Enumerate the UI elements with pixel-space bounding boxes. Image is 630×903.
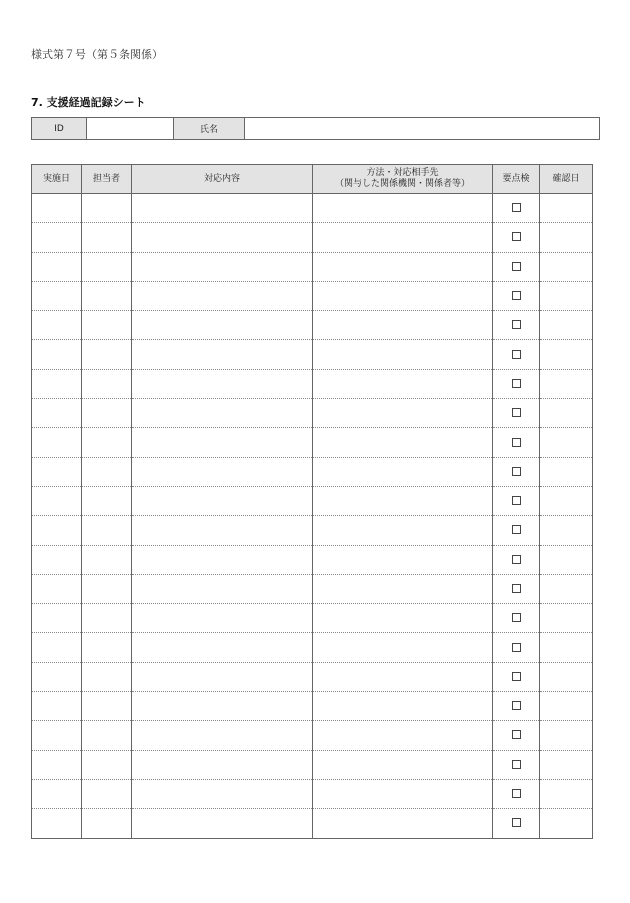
cell-staff[interactable]	[82, 633, 132, 662]
cell-content[interactable]	[132, 574, 313, 603]
cell-confirm-date[interactable]	[540, 662, 593, 691]
cell-confirm-date[interactable]	[540, 692, 593, 721]
cell-method[interactable]	[313, 340, 493, 369]
cell-method[interactable]	[313, 779, 493, 808]
cell-content[interactable]	[132, 545, 313, 574]
table-row	[32, 721, 593, 750]
cell-needs-check	[493, 545, 540, 574]
id-name-row	[32, 118, 600, 140]
cell-staff[interactable]	[82, 721, 132, 750]
cell-needs-check	[493, 574, 540, 603]
cell-date[interactable]	[32, 428, 82, 457]
column-header-staff: 担当者	[82, 165, 132, 194]
cell-content[interactable]	[132, 604, 313, 633]
cell-date[interactable]	[32, 311, 82, 340]
table-row	[32, 516, 593, 545]
cell-method[interactable]	[313, 457, 493, 486]
name-label: 氏名	[174, 118, 245, 140]
cell-content[interactable]	[132, 369, 313, 398]
cell-date[interactable]	[32, 340, 82, 369]
cell-date[interactable]	[32, 692, 82, 721]
page-title: 7. 支援経過記録シート	[31, 96, 146, 109]
cell-date[interactable]	[32, 721, 82, 750]
table-row	[32, 428, 593, 457]
cell-needs-check	[493, 223, 540, 252]
cell-confirm-date[interactable]	[540, 428, 593, 457]
cell-needs-check	[493, 281, 540, 310]
cell-confirm-date[interactable]	[540, 721, 593, 750]
needs-check-checkbox[interactable]	[512, 760, 521, 769]
table-row	[32, 223, 593, 252]
cell-date[interactable]	[32, 574, 82, 603]
cell-staff[interactable]	[82, 809, 132, 838]
needs-check-checkbox[interactable]	[512, 379, 521, 388]
column-header-date: 実施日	[32, 165, 82, 194]
cell-staff[interactable]	[82, 252, 132, 281]
cell-date[interactable]	[32, 399, 82, 428]
cell-date[interactable]	[32, 633, 82, 662]
cell-content[interactable]	[132, 281, 313, 310]
cell-staff[interactable]	[82, 223, 132, 252]
cell-staff[interactable]	[82, 545, 132, 574]
cell-method[interactable]	[313, 662, 493, 691]
cell-content[interactable]	[132, 252, 313, 281]
cell-staff[interactable]	[82, 281, 132, 310]
cell-content[interactable]	[132, 457, 313, 486]
cell-date[interactable]	[32, 457, 82, 486]
cell-date[interactable]	[32, 252, 82, 281]
name-field[interactable]	[245, 118, 600, 140]
cell-date[interactable]	[32, 223, 82, 252]
cell-method[interactable]	[313, 194, 493, 223]
cell-confirm-date[interactable]	[540, 399, 593, 428]
cell-content[interactable]	[132, 486, 313, 515]
cell-staff[interactable]	[82, 311, 132, 340]
cell-staff[interactable]	[82, 662, 132, 691]
needs-check-checkbox[interactable]	[512, 467, 521, 476]
cell-needs-check	[493, 486, 540, 515]
cell-confirm-date[interactable]	[540, 604, 593, 633]
cell-date[interactable]	[32, 486, 82, 515]
cell-date[interactable]	[32, 545, 82, 574]
needs-check-checkbox[interactable]	[512, 438, 521, 447]
cell-staff[interactable]	[82, 574, 132, 603]
id-field[interactable]	[87, 118, 174, 140]
column-header-method-line1: 方法・対応相手先	[366, 168, 439, 178]
table-row	[32, 486, 593, 515]
cell-content[interactable]	[132, 662, 313, 691]
cell-staff[interactable]	[82, 340, 132, 369]
cell-confirm-date[interactable]	[540, 369, 593, 398]
needs-check-checkbox[interactable]	[512, 613, 521, 622]
cell-method[interactable]	[313, 574, 493, 603]
column-header-needs-check: 要点検	[493, 165, 540, 194]
cell-staff[interactable]	[82, 516, 132, 545]
table-row	[32, 340, 593, 369]
cell-staff[interactable]	[82, 692, 132, 721]
cell-content[interactable]	[132, 721, 313, 750]
cell-content[interactable]	[132, 750, 313, 779]
needs-check-checkbox[interactable]	[512, 555, 521, 564]
cell-needs-check	[493, 750, 540, 779]
cell-confirm-date[interactable]	[540, 750, 593, 779]
cell-confirm-date[interactable]	[540, 281, 593, 310]
cell-date[interactable]	[32, 281, 82, 310]
table-body	[32, 194, 593, 839]
cell-confirm-date[interactable]	[540, 252, 593, 281]
cell-confirm-date[interactable]	[540, 516, 593, 545]
column-header-method	[313, 165, 493, 194]
needs-check-checkbox[interactable]	[512, 643, 521, 652]
cell-content[interactable]	[132, 399, 313, 428]
cell-method[interactable]	[313, 311, 493, 340]
needs-check-checkbox[interactable]	[512, 262, 521, 271]
table-row	[32, 809, 593, 838]
table-row	[32, 779, 593, 808]
table-row	[32, 252, 593, 281]
needs-check-checkbox[interactable]	[512, 203, 521, 212]
cell-method[interactable]	[313, 750, 493, 779]
cell-staff[interactable]	[82, 428, 132, 457]
table-row	[32, 281, 593, 310]
cell-needs-check	[493, 809, 540, 838]
column-header-content: 対応内容	[132, 165, 313, 194]
cell-needs-check	[493, 604, 540, 633]
cell-staff[interactable]	[82, 399, 132, 428]
cell-staff[interactable]	[82, 486, 132, 515]
cell-confirm-date[interactable]	[540, 340, 593, 369]
cell-method[interactable]	[313, 252, 493, 281]
cell-staff[interactable]	[82, 194, 132, 223]
cell-staff[interactable]	[82, 604, 132, 633]
cell-needs-check	[493, 399, 540, 428]
table-row	[32, 662, 593, 691]
cell-method[interactable]	[313, 516, 493, 545]
cell-method[interactable]	[313, 399, 493, 428]
table-row	[32, 750, 593, 779]
cell-method[interactable]	[313, 428, 493, 457]
cell-method[interactable]	[313, 223, 493, 252]
cell-confirm-date[interactable]	[540, 457, 593, 486]
needs-check-checkbox[interactable]	[512, 730, 521, 739]
cell-confirm-date[interactable]	[540, 486, 593, 515]
cell-confirm-date[interactable]	[540, 311, 593, 340]
table-row	[32, 399, 593, 428]
needs-check-checkbox[interactable]	[512, 232, 521, 241]
cell-content[interactable]	[132, 692, 313, 721]
cell-needs-check	[493, 369, 540, 398]
cell-method[interactable]	[313, 692, 493, 721]
needs-check-checkbox[interactable]	[512, 291, 521, 300]
cell-confirm-date[interactable]	[540, 809, 593, 838]
table-row	[32, 545, 593, 574]
cell-content[interactable]	[132, 516, 313, 545]
needs-check-checkbox[interactable]	[512, 525, 521, 534]
table-row	[32, 457, 593, 486]
cell-needs-check	[493, 457, 540, 486]
cell-confirm-date[interactable]	[540, 223, 593, 252]
cell-needs-check	[493, 516, 540, 545]
cell-confirm-date[interactable]	[540, 633, 593, 662]
cell-needs-check	[493, 633, 540, 662]
cell-method[interactable]	[313, 281, 493, 310]
cell-date[interactable]	[32, 369, 82, 398]
cell-needs-check	[493, 252, 540, 281]
needs-check-checkbox[interactable]	[512, 584, 521, 593]
cell-method[interactable]	[313, 809, 493, 838]
cell-confirm-date[interactable]	[540, 545, 593, 574]
cell-needs-check	[493, 194, 540, 223]
cell-staff[interactable]	[82, 750, 132, 779]
cell-method[interactable]	[313, 545, 493, 574]
cell-staff[interactable]	[82, 457, 132, 486]
needs-check-checkbox[interactable]	[512, 701, 521, 710]
cell-staff[interactable]	[82, 369, 132, 398]
needs-check-checkbox[interactable]	[512, 818, 521, 827]
support-record-table	[31, 164, 593, 839]
table-row	[32, 604, 593, 633]
cell-method[interactable]	[313, 486, 493, 515]
cell-confirm-date[interactable]	[540, 194, 593, 223]
cell-date[interactable]	[32, 809, 82, 838]
cell-staff[interactable]	[82, 779, 132, 808]
cell-content[interactable]	[132, 809, 313, 838]
table-header-row	[32, 165, 593, 194]
cell-needs-check	[493, 428, 540, 457]
cell-content[interactable]	[132, 340, 313, 369]
form-number: 様式第７号（第５条関係）	[31, 48, 163, 61]
cell-needs-check	[493, 779, 540, 808]
cell-date[interactable]	[32, 779, 82, 808]
table-row	[32, 633, 593, 662]
cell-confirm-date[interactable]	[540, 779, 593, 808]
table-row	[32, 369, 593, 398]
cell-content[interactable]	[132, 194, 313, 223]
cell-needs-check	[493, 721, 540, 750]
cell-content[interactable]	[132, 311, 313, 340]
cell-method[interactable]	[313, 369, 493, 398]
cell-needs-check	[493, 692, 540, 721]
cell-content[interactable]	[132, 428, 313, 457]
cell-needs-check	[493, 340, 540, 369]
table-row	[32, 311, 593, 340]
cell-content[interactable]	[132, 223, 313, 252]
cell-date[interactable]	[32, 750, 82, 779]
cell-method[interactable]	[313, 604, 493, 633]
id-label: ID	[32, 118, 87, 140]
cell-date[interactable]	[32, 662, 82, 691]
cell-confirm-date[interactable]	[540, 574, 593, 603]
cell-date[interactable]	[32, 194, 82, 223]
id-name-table	[31, 117, 600, 140]
cell-method[interactable]	[313, 721, 493, 750]
cell-content[interactable]	[132, 633, 313, 662]
table-row	[32, 194, 593, 223]
cell-content[interactable]	[132, 779, 313, 808]
cell-date[interactable]	[32, 604, 82, 633]
table-row	[32, 574, 593, 603]
needs-check-checkbox[interactable]	[512, 672, 521, 681]
cell-method[interactable]	[313, 633, 493, 662]
cell-needs-check	[493, 662, 540, 691]
column-header-method-line2: （関与した関係機関・関係者等）	[334, 179, 470, 189]
cell-needs-check	[493, 311, 540, 340]
table-row	[32, 692, 593, 721]
needs-check-checkbox[interactable]	[512, 350, 521, 359]
cell-date[interactable]	[32, 516, 82, 545]
needs-check-checkbox[interactable]	[512, 496, 521, 505]
needs-check-checkbox[interactable]	[512, 408, 521, 417]
needs-check-checkbox[interactable]	[512, 320, 521, 329]
column-header-confirm-date: 確認日	[540, 165, 593, 194]
needs-check-checkbox[interactable]	[512, 789, 521, 798]
